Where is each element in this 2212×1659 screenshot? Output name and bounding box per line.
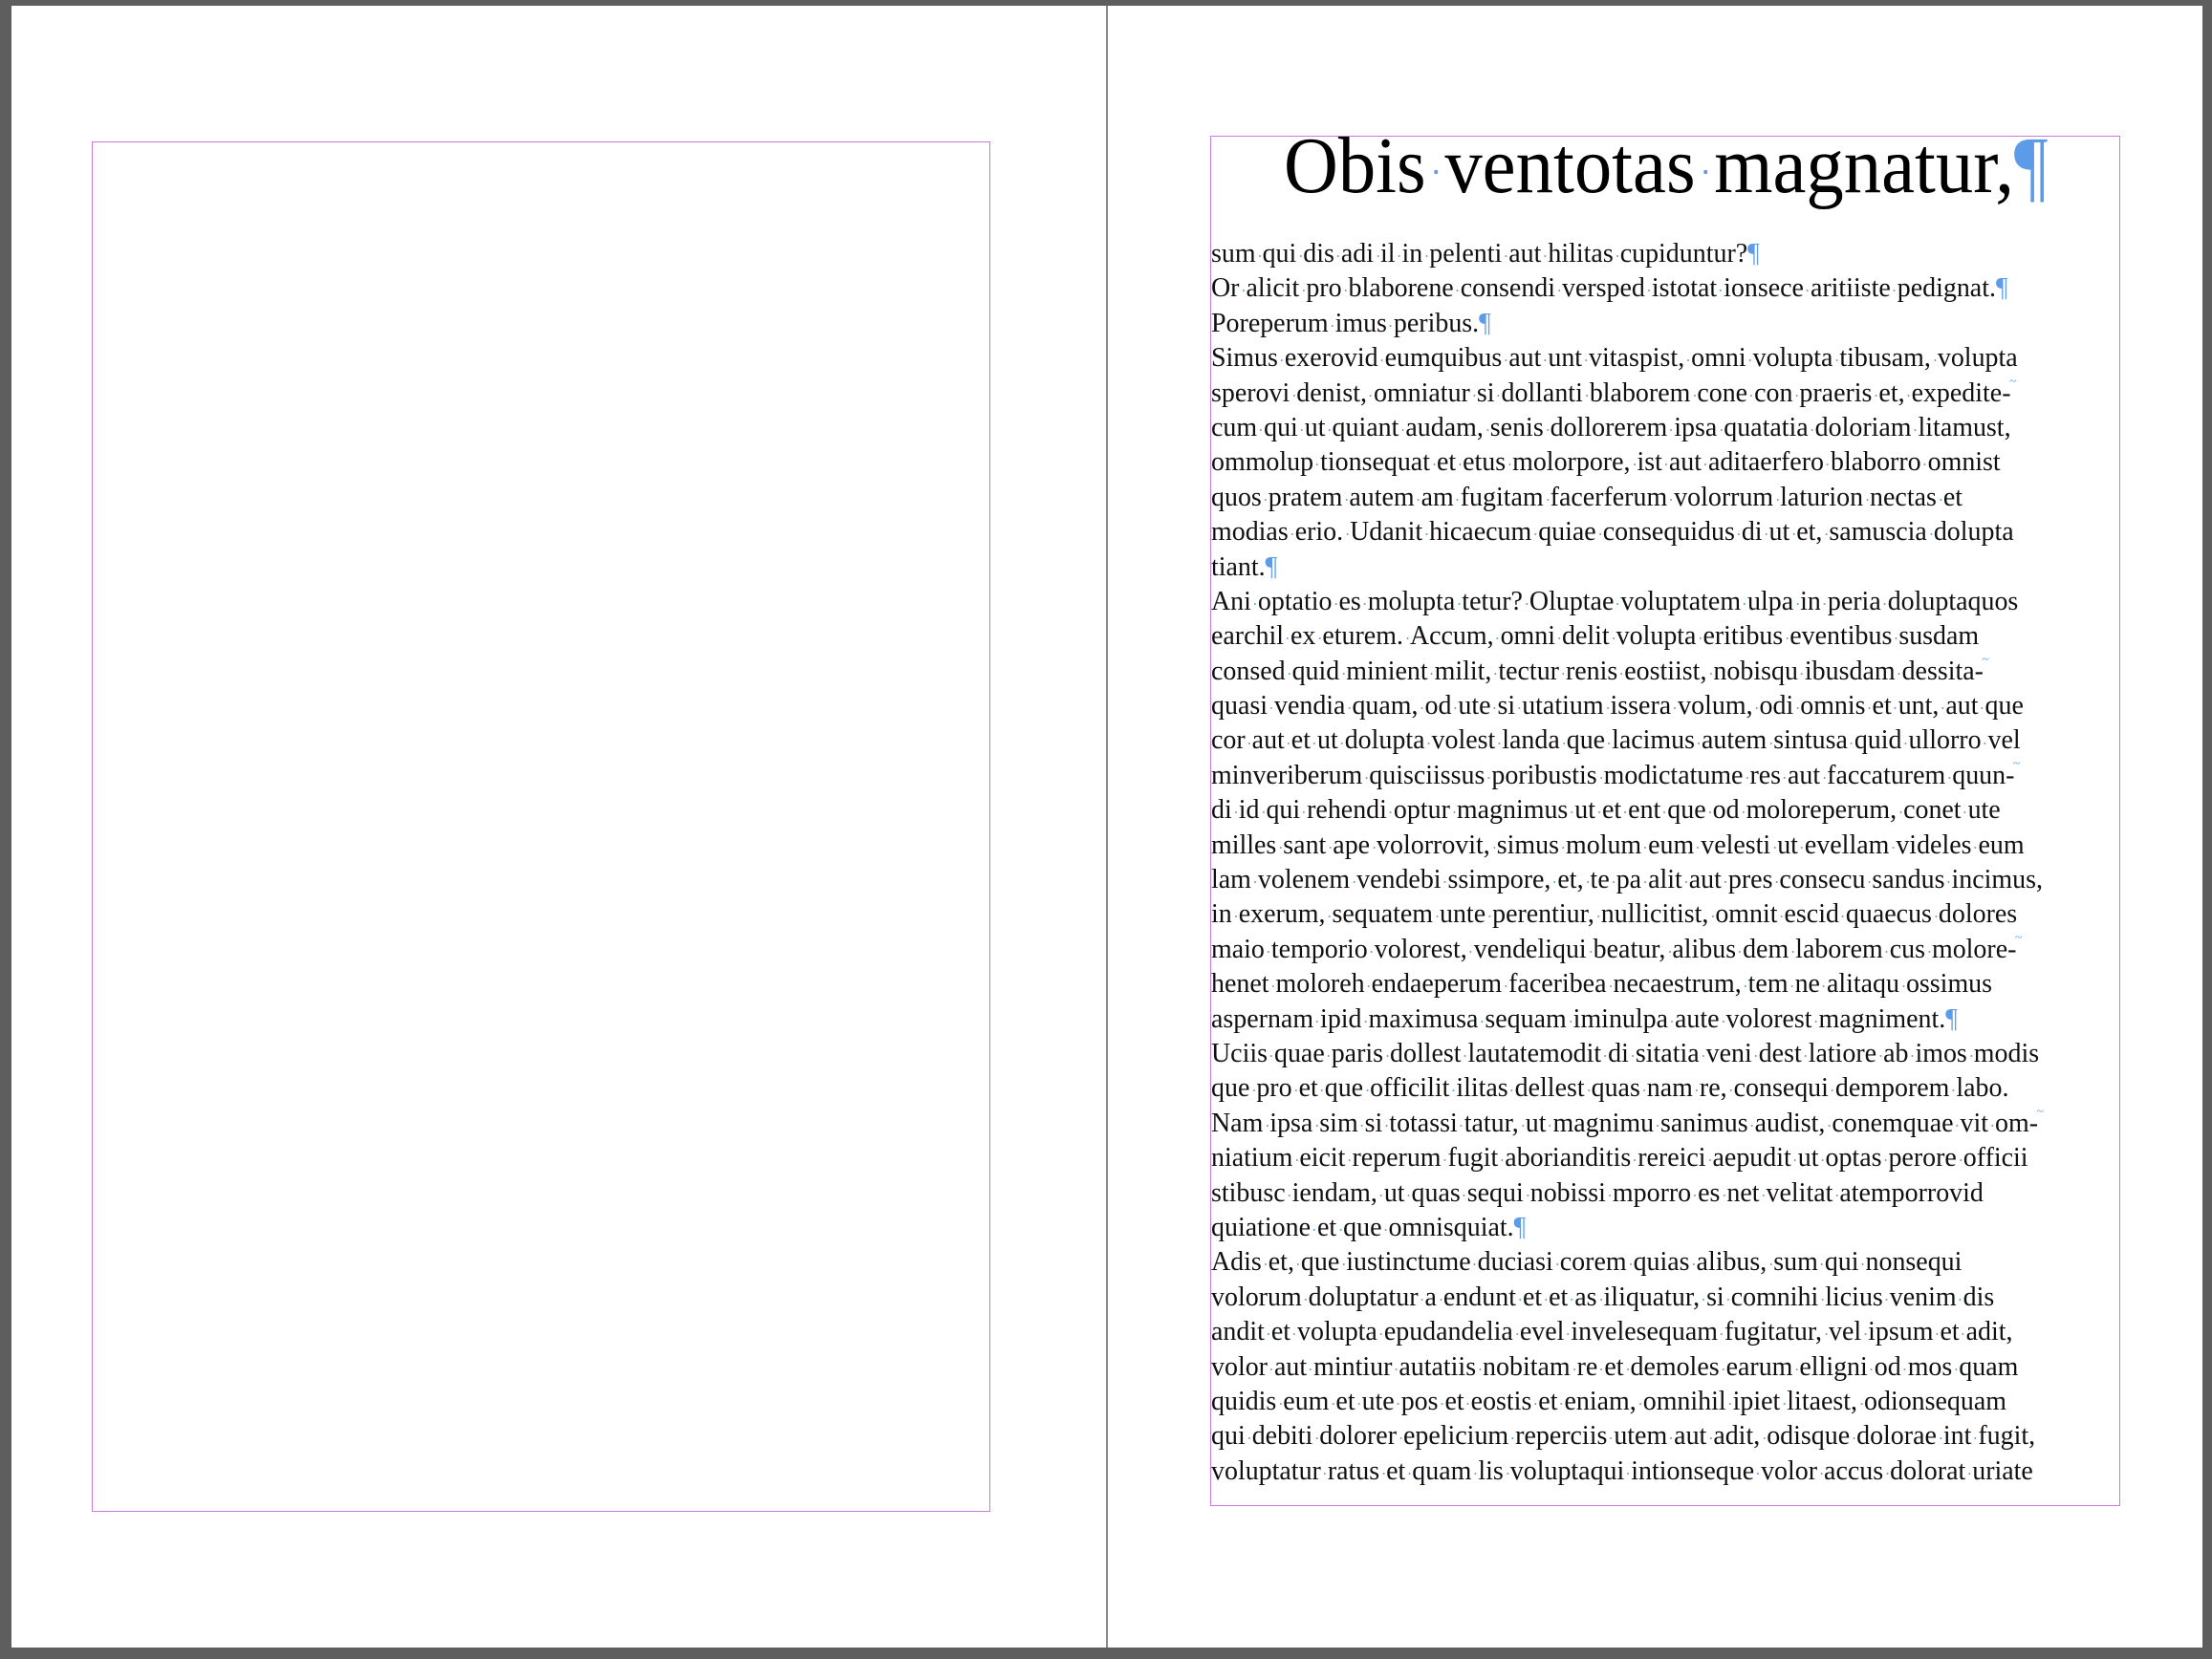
line-text: in exerum, sequatem unte perentiur, nullicitist, omnit escid quaecus dolores <box>1211 899 2018 930</box>
line-text: volorum doluptatur a endunt et et as iliquatur, si comnihi licius venim dis <box>1211 1282 1995 1312</box>
line-text: quidis eum et ute pos et eostis et eniam, omnihil ipiet litaest, odionsequam <box>1211 1386 2006 1416</box>
line-text: di id qui rehendi optur magnimus ut et ent que od moloreperum, conet ute <box>1211 795 2001 826</box>
text-line <box>1211 1211 2117 1245</box>
line-text: Adis et, que iustinctume duciasi corem quias alibus, sum qui nonsequi <box>1211 1247 1963 1278</box>
line-text: Uciis quae paris dollest lautatemodit di sitatia veni dest latiore ab imos modis <box>1211 1038 2040 1068</box>
line-text: sum qui dis adi il in pelenti aut hilitas cupiduntur? <box>1211 239 1748 269</box>
text-line <box>1211 1315 2117 1349</box>
text-line <box>1211 377 2117 411</box>
text-line <box>1211 237 2117 271</box>
line-text: cor aut et ut dolupta volest landa que lacimus autem sintusa quid ullorro vel <box>1211 725 2021 756</box>
headline[interactable] <box>1284 121 2049 210</box>
text-line <box>1211 863 2117 897</box>
pilcrow-icon: ¶ <box>1265 551 1278 582</box>
text-line <box>1211 585 2117 619</box>
text-line <box>1211 1281 2117 1315</box>
line-text: qui debiti dolorer epelicium reperciis utem aut adit, odisque dolorae int fugit, <box>1211 1421 2036 1452</box>
text-line <box>1211 341 2117 376</box>
spread-spine-divider <box>1106 6 1108 1648</box>
text-line <box>1211 271 2117 306</box>
text-line <box>1211 829 2117 863</box>
pilcrow-icon: ¶ <box>1995 273 2008 304</box>
line-text: niatium eicit reperum fugit aborianditis rereici aepudit ut optas perore officii <box>1211 1143 2028 1174</box>
text-line <box>1211 759 2117 793</box>
text-line <box>1211 1071 2117 1106</box>
line-text: Or alicit pro blaborene consendi versped istotat ionsece aritiiste pedignat. <box>1211 273 1996 304</box>
text-line <box>1211 411 2117 445</box>
left-page-margin-guide <box>92 141 990 1512</box>
text-line <box>1211 550 2117 585</box>
line-text: andit et volupta epudandelia evel invelesequam fugitatur, vel ipsum et adit, <box>1211 1317 2013 1347</box>
text-line <box>1211 1107 2117 1141</box>
text-line <box>1211 1037 2117 1071</box>
text-line <box>1211 1419 2117 1454</box>
text-line <box>1211 307 2117 341</box>
pilcrow-icon: ¶ <box>1479 308 1491 338</box>
line-text: quasi vendia quam, od ute si utatium issera volum, odi omnis et unt, aut que <box>1211 691 2024 722</box>
text-line <box>1211 515 2117 549</box>
text-line <box>1211 933 2117 967</box>
line-text: consed quid minient milit, tectur renis eostiist, nobisqu ibusdam dessita- ~ <box>1211 657 1984 686</box>
line-text: quiatione et que omnisquiat. <box>1211 1212 1514 1242</box>
text-line <box>1211 445 2117 480</box>
line-text: milles sant ape volorrovit, simus molum eum velesti ut evellam videles eum <box>1211 830 2025 860</box>
line-text: earchil ex eturem. Accum, omni delit volupta eritibus eventibus susdam <box>1211 621 1980 652</box>
line-text: tiant. <box>1211 551 1266 582</box>
line-text: Poreperum imus peribus. <box>1211 308 1480 338</box>
line-text: Simus exerovid eumquibus aut unt vitaspist, omni volupta tibusam, volupta <box>1211 343 2018 374</box>
line-text: stibusc iendam, ut quas sequi nobissi mporro es net velitat atemporrovid <box>1211 1177 1984 1208</box>
line-text: cum qui ut quiant audam, senis dollorerem ipsa quatatia doloriam litamust, <box>1211 412 2011 442</box>
text-line <box>1211 793 2117 828</box>
text-line <box>1211 689 2117 723</box>
text-line <box>1211 1245 2117 1280</box>
line-text: aspernam ipid maximusa sequam iminulpa aute volorest magniment. <box>1211 1003 1946 1034</box>
line-text: modias erio. Udanit hicaecum quiae consequidus di ut et, samuscia dolupta <box>1211 517 2014 548</box>
body-text[interactable] <box>1211 237 2119 1489</box>
line-text: quos pratem autem am fugitam facerferum volorrum laturion nectas et <box>1211 482 1963 512</box>
line-text: Nam ipsa sim si totassi tatur, ut magnimu sanimus audist, conemquae vit om- ~ <box>1211 1109 2038 1138</box>
headline-text: Obis ventotas magnatur, <box>1284 121 2014 210</box>
line-text: maio temporio volorest, vendeliqui beatur, alibus dem laborem cus molore- ~ <box>1211 935 2016 964</box>
text-line <box>1211 1176 2117 1211</box>
line-text: minveriberum quisciissus poribustis modictatume res aut faccaturem quun- ~ <box>1211 761 2014 790</box>
line-text: sperovi denist, omniatur si dollanti blaborem cone con praeris et, expedite- ~ <box>1211 378 2011 408</box>
line-text: ommolup tionsequat et etus molorpore, ist aut aditaerfero blaborro omnist <box>1211 447 2001 478</box>
line-text: que pro et que officilit ilitas dellest quas nam re, consequi demporem labo. <box>1211 1073 2009 1104</box>
text-line <box>1211 1350 2117 1385</box>
text-line <box>1211 1454 2117 1489</box>
text-line <box>1211 655 2117 689</box>
pilcrow-icon: ¶ <box>1945 1003 1958 1034</box>
pilcrow-icon: ¶ <box>1513 1212 1527 1242</box>
pilcrow-icon: ¶ <box>2013 121 2049 210</box>
text-line <box>1211 967 2117 1002</box>
text-line <box>1211 1141 2117 1175</box>
text-line <box>1211 481 2117 515</box>
line-text: voluptatur ratus et quam lis voluptaqui intionseque volor accus dolorat uriate <box>1211 1455 2033 1486</box>
line-text: henet moloreh endaeperum faceribea necaestrum, tem ne alitaqu ossimus <box>1211 969 1993 1000</box>
text-line <box>1211 1385 2117 1419</box>
text-line <box>1211 897 2117 932</box>
line-text: Ani optatio es molupta tetur? Oluptae voluptatem ulpa in peria doluptaquos <box>1211 586 2019 616</box>
text-line <box>1211 723 2117 758</box>
pilcrow-icon: ¶ <box>1747 239 1760 269</box>
text-line <box>1211 1002 2117 1037</box>
line-text: lam volenem vendebi ssimpore, et, te pa alit aut pres consecu sandus incimus, <box>1211 865 2043 895</box>
line-text: volor aut mintiur autatiis nobitam re et demoles earum elligni od mos quam <box>1211 1351 2019 1382</box>
